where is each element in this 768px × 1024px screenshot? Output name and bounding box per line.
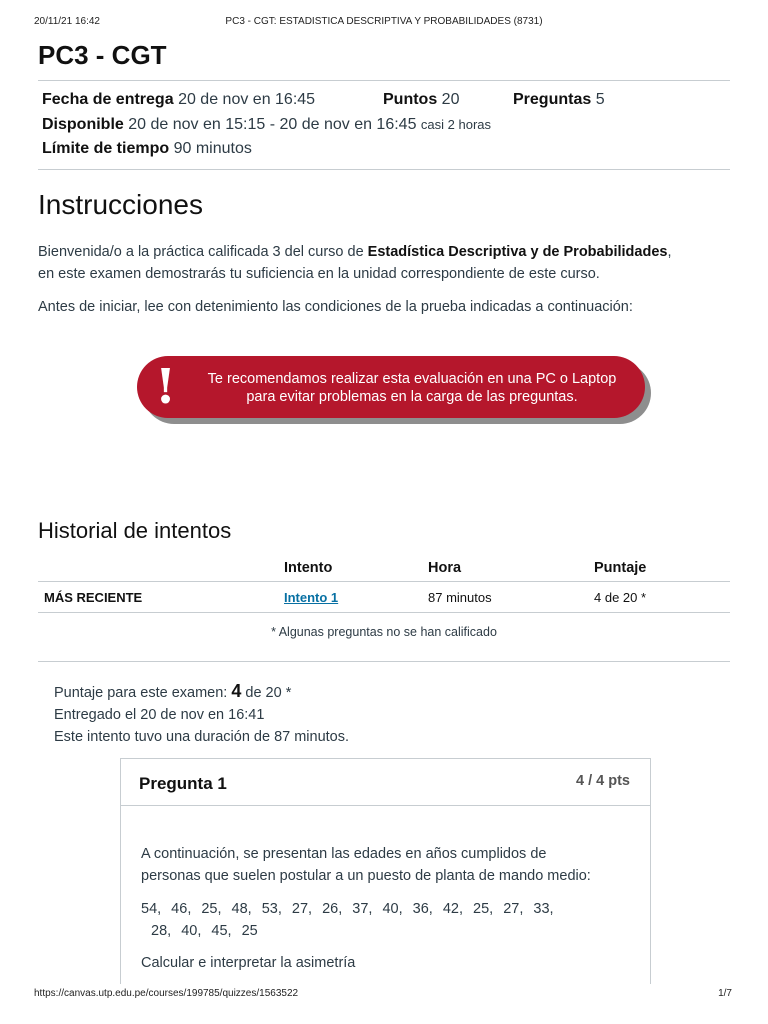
column-header-attempt: Intento	[284, 560, 333, 576]
history-heading: Historial de intentos	[38, 518, 232, 543]
print-title: PC3 - CGT: ESTADISTICA DESCRIPTIVA Y PROBABILIDADES (8731)	[225, 16, 543, 27]
submitted-date: Entregado el 20 de nov en 16:41	[54, 707, 265, 723]
divider	[38, 169, 730, 170]
time-limit	[42, 140, 252, 158]
banner-body	[137, 356, 645, 418]
question-prompt: Calcular e interpretar la asimetría	[141, 955, 356, 971]
time-limit-value: 90 minutos	[173, 140, 252, 157]
due-label: Fecha de entrega	[42, 91, 174, 108]
score-summary: Puntaje para este examen: 4 de 20 *	[54, 681, 292, 701]
points	[383, 91, 459, 109]
question-title: Pregunta 1	[139, 774, 227, 793]
instructions-paragraph-1: Bienvenida/o a la práctica calificada 3 del curso de Estadística Descriptiva y de Probabilidades, en este examen demostrarás tu suficiencia en la unidad correspondiente de este curso.	[38, 244, 672, 282]
column-header-time: Hora	[428, 560, 462, 576]
time-limit-label: Límite de tiempo	[42, 140, 170, 157]
grading-note: * Algunas preguntas no se han calificado	[271, 625, 497, 639]
banner-text: Te recomendamos realizar esta evaluación en una PC o Laptop para evitar problemas en la carga de las preguntas.	[207, 371, 617, 405]
page-title: PC3 - CGT	[38, 40, 167, 70]
question-text: A continuación, se presentan las edades en años cumplidos de personas que suelen postular a un puesto de planta de mando medio:	[141, 846, 591, 884]
print-footer	[0, 984, 768, 1024]
attempt-1-link[interactable]: Intento 1	[284, 590, 339, 605]
exclamation-icon: !	[155, 359, 177, 415]
question-data: 54, 46, 25, 48, 53, 27, 26, 37, 40, 36, 42, 25, 27, 33, 28, 40, 45, 25	[141, 901, 554, 939]
points-label: Puntos	[383, 91, 438, 108]
points-value: 20	[441, 91, 460, 108]
due-date	[42, 91, 315, 109]
available-note: casi 2 horas	[420, 117, 492, 132]
print-page-number: 1/7	[718, 988, 732, 999]
questions-count	[513, 91, 605, 109]
attempt-time: 87 minutos	[428, 590, 492, 605]
print-date: 20/11/21 16:42	[34, 16, 100, 27]
row-label-most-recent: MÁS RECIENTE	[44, 590, 143, 605]
question-header	[121, 759, 650, 806]
recommendation-banner	[137, 356, 651, 422]
course-name: Estadística Descriptiva y de Probabilidades	[367, 244, 668, 260]
available-label: Disponible	[42, 116, 124, 133]
instructions-heading: Instrucciones	[38, 189, 203, 220]
questions-label: Preguntas	[513, 91, 592, 108]
print-header	[34, 16, 734, 30]
question-points: 4 / 4 pts	[576, 773, 630, 789]
table-divider	[38, 612, 730, 613]
divider	[38, 80, 730, 81]
available-value: 20 de nov en 15:15 - 20 de nov en 16:45	[128, 116, 417, 133]
print-url: https://canvas.utp.edu.pe/courses/199785/quizzes/1563522	[34, 988, 299, 999]
due-value: 20 de nov en 16:45	[178, 91, 316, 108]
divider	[38, 661, 730, 662]
instructions-paragraph-2: Antes de iniciar, lee con detenimiento las condiciones de la prueba indicadas a continuación:	[38, 299, 633, 315]
attempt-duration: Este intento tuvo una duración de 87 minutos.	[54, 729, 350, 745]
score-value: 4	[231, 681, 242, 701]
attempt-score: 4 de 20 *	[594, 590, 647, 605]
table-divider	[38, 581, 730, 582]
availability	[42, 116, 491, 134]
questions-value: 5	[595, 91, 605, 108]
column-header-score: Puntaje	[594, 560, 647, 576]
